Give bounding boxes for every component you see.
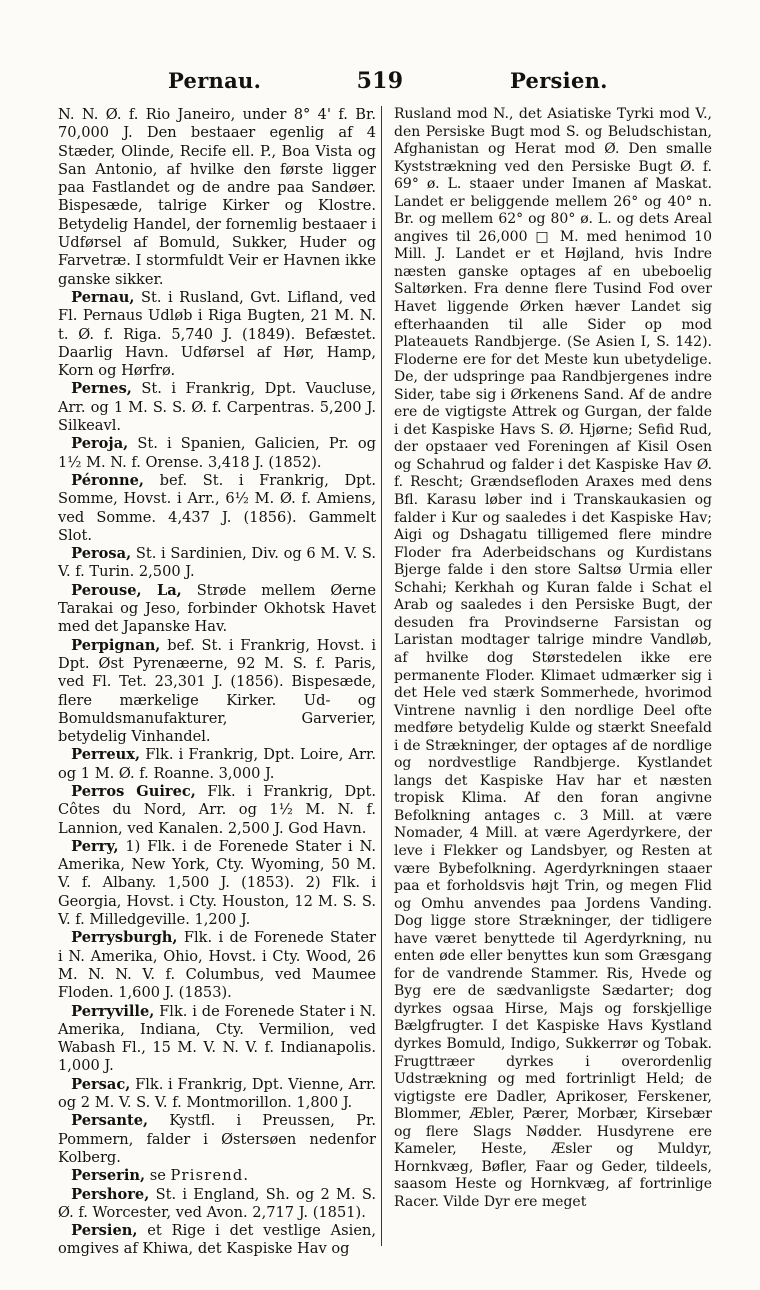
entry-text: N. N. Ø. f. Rio Janeiro, under 8° 4' f. Br. 70,000 J. Den bestaaer egenlig af 4 Stæder, Olinde, Recife ell. P., Boa Vista og San Antonio, af hvilke den første ligger paa Fastlandet og de andre paa Sandøer. Bispesæde, talrige Kirker og Klostre. Betydelig Handel, der fornemlig bestaaer i Udførsel af Bomuld, Sukker, Huder og Farvetræ. I stormfuldt Veir er Havnen ikke ganske sikker. [58, 106, 376, 288]
dictionary-entry [58, 1186, 376, 1223]
dictionary-entry [58, 1222, 376, 1259]
entry-text: Strøde mellem Øerne Tarakai og Jeso, forbinder Okhotsk Havet med det Japanske Hav. [58, 581, 377, 636]
entry-headword: Perreux, [71, 746, 141, 764]
dictionary-entry [58, 1003, 376, 1076]
entry-text: Flk. i Frankrig, Dpt. Loire, Arr. og 1 M. Ø. f. Roanne. 3,000 J. [58, 746, 377, 782]
entry-headword: Perros Guirec, [71, 782, 196, 800]
entry-headword: Perpignan, [71, 636, 161, 654]
page-number: 519 [356, 68, 404, 94]
left-column [58, 106, 376, 1259]
entry-headword: Persante, [71, 1112, 149, 1130]
dictionary-entry [58, 746, 376, 783]
entry-text: bef. St. i Frankrig, Hovst. i Dpt. Øst Pyrenæerne, 92 M. S. f. Paris, ved Fl. Tet. 23,301 J. (1856). Bispesæde, flere mærkelige Kirker. Ud- og Bomuldsmanufakturer, Garverier, betydelig Vinhandel. [58, 636, 376, 746]
dictionary-entry [58, 380, 376, 435]
running-head-left: Pernau. [168, 68, 262, 93]
entry-headword: Persac, [71, 1075, 131, 1093]
dictionary-entry [58, 1076, 376, 1113]
entry-continuation [394, 106, 712, 1211]
entry-headword: Persien, [71, 1222, 138, 1240]
entry-text: Flk. i de Forenede Stater i N. Amerika, Indiana, Cty. Vermilion, ved Wabash Fl., 15 M. V. N. V. f. Indianapolis. 1,000 J. [58, 1002, 377, 1075]
entry-headword: Pernes, [71, 380, 132, 398]
dictionary-entry [58, 435, 376, 472]
dictionary-entry [58, 637, 376, 747]
cross-reference: Prisrend. [170, 1167, 250, 1185]
column-divider [381, 106, 382, 1246]
entry-continuation [58, 106, 376, 289]
entry-headword: Peroja, [71, 435, 129, 453]
entry-text: St. i England, Sh. og 2 M. S. Ø. f. Worcester, ved Avon. 2,717 J. (1851). [58, 1185, 376, 1221]
entry-text: St. i Rusland, Gvt. Lifland, ved Fl. Pernaus Udløb i Riga Bugten, 21 M. N. t. Ø. f. Riga. 5,740 J. (1849). Befæstet. Daarlig Havn. Udførsel af Hør, Hamp, Korn og Hørfrø. [58, 288, 377, 380]
entry-headword: Perrysburgh, [71, 929, 178, 947]
entry-headword: Pershore, [71, 1185, 150, 1203]
dictionary-entry [58, 1112, 376, 1167]
entry-text: se [149, 1167, 166, 1185]
entry-text: Rusland mod N., det Asiatiske Tyrki mod V., den Persiske Bugt mod S. og Beludschistan, Afghanistan og Herat mod Ø. Den smalle Kyststrækning ved den Persiske Bugt Ø. f. 69° ø. L. staaer under Imanen af Maskat. Landet er beliggende mellem 26° og 40° n. Br. og mellem 62° og 80° ø. L. og dets Areal angives til 26,000 □ M. med henimod 10 Mill. J. Landet er et Højland, hvis Indre næsten ganske optages af en ubeboelig Saltørken. Fra denne flere Tusind Fod over Havet liggende Ørken hæver Landet sig efterhaanden til alle Sider op mod Plateauets Randbjerge. (Se Asien I, S. 142). Floderne ere for det Meste kun ubetydelige. De, der udspringe paa Randbjergenes indre Sider, tabe sig i Ørkenens Sand. Af de andre ere de vigtigste Attrek og Gurgan, der falde i det Kaspiske Havs S. Ø. Hjørne; Sefid Rud, der opstaaer ved Foreningen af Kisil Osen og Schahrud og falder i det Kaspiske Hav Ø. f. Rescht; Grændsefloden Araxes med dens Bfl. Karasu løber ind i Transkaukasien og falder i Kur og saaledes i det Kaspiske Hav; Aigi og Dshagatu tilligemed flere mindre Floder fra Aderbeidschans og Kurdistans Bjerge falde i den store Saltsø Urmia eller Schahi; Kerkhah og Kuran falde i Schat el Arab og saaledes i den Persiske Bugt, der desuden fra Provindserne Farsistan og Laristan modtager talrige mindre Vandløb, af hvilke dog Størstedelen ikke ere permanente Floder. Klimaet udmærker sig i det Hele ved stærk Sommerhede, hvorimod Vintrene navnlig i den nordlige Deel ofte medføre betydelig Kulde og stærkt Sneefald i de Strækninger, der optages af de nordlige og nordvestlige Randbjerge. Kystlandet langs det Kaspiske Hav har et næsten tropisk Klima. Af den foran angivne Befolkning antages c. 3 Mill. at være Nomader, 4 Mill. at være Agerdyrkere, der leve i Flekker og Landsbyer, og Resten at være Bybefolkning. Agerdyrkningen staaer paa et forholdsvis højt Trin, og megen Flid og Omhu anvendes paa Jordens Vanding. Dog ligge store Strækninger, der tidligere have været benyttede til Agerdyrkning, nu enten øde eller benyttes kun som Græsgang for de vandrende Stammer. Ris, Hvede og Byg ere de sædvanligste Sædarter; dog dyrkes ogsaa Hirse, Majs og forskjellige Bælgfrugter. I det Kaspiske Havs Kystland dyrkes Bomuld, Indigo, Sukkerrør og Tobak. Frugttræer dyrkes i overordenlig Udstrækning og med fortrinligt Held; de vigtigste ere Dadler, Aprikoser, Ferskener, Blommer, Æbler, Pærer, Morbær, Kirsebær og flere Slags Nødder. Husdyrene ere Kameler, Heste, Æsler og Muldyr, Hornkvæg, Bøfler, Faar og Geder, tildeels, saasom Heste og Hornkvæg, af fortrinlige Racer. Vilde Dyr ere meget [394, 106, 712, 1210]
dictionary-entry [58, 472, 376, 545]
entry-text: Flk. i de Forenede Stater i N. Amerika, Ohio, Hovst. i Cty. Wood, 26 M. N. N. V. f. Columbus, ved Maumee Floden. 1,600 J. (1853). [58, 929, 377, 1002]
running-head-right: Persien. [510, 68, 608, 93]
dictionary-entry [58, 838, 376, 929]
entry-text: Kystfl. i Preussen, Pr. Pommern, falder i Østersøen nedenfor Kolberg. [58, 1112, 376, 1166]
entry-text: St. i Sardinien, Div. og 6 M. V. S. V. f. Turin. 2,500 J. [58, 545, 376, 581]
right-column [394, 106, 712, 1211]
entry-headword: Perosa, [71, 545, 132, 563]
entry-text: et Rige i det vestlige Asien, omgives af Khiwa, det Kaspiske Hav og [58, 1222, 377, 1258]
entry-headword: Perry, [71, 837, 119, 855]
dictionary-entry [58, 582, 376, 637]
entry-text: St. i Spanien, Galicien, Pr. og 1½ M. N. f. Orense. 3,418 J. (1852). [58, 435, 376, 471]
entry-headword: Perryville, [71, 1002, 155, 1020]
entry-text: 1) Flk. i de Forenede Stater i N. Amerika, New York, Cty. Wyoming, 50 M. V. f. Albany. 1,500 J. (1853). 2) Flk. i Georgia, Hovst. i Cty. Houston, 12 M. S. S. V. f. Milledgeville. 1,200 J. [58, 837, 377, 929]
entry-text: bef. St. i Frankrig, Dpt. Somme, Hovst. i Arr., 6½ M. Ø. f. Amiens, ved Somme. 4,437 J. (1856). Gammelt Slot. [58, 471, 376, 544]
dictionary-entry [58, 929, 376, 1002]
entry-text: Flk. i Frankrig, Dpt. Vienne, Arr. og 2 M. V. S. V. f. Montmorillon. 1,800 J. [58, 1075, 377, 1112]
entry-headword: Perouse, La, [71, 581, 182, 599]
dictionary-entry [58, 545, 376, 582]
entry-headword: Pernau, [71, 288, 135, 306]
dictionary-entry [58, 783, 376, 838]
dictionary-entry [58, 1167, 376, 1185]
entry-headword: Péronne, [71, 471, 145, 489]
dictionary-entry [58, 289, 376, 380]
entry-headword: Perserin, [71, 1167, 146, 1185]
entry-text: St. i Frankrig, Dpt. Vaucluse, Arr. og 1 M. S. S. Ø. f. Carpentras. 5,200 J. Silkeavl. [58, 380, 377, 435]
entry-text: Flk. i Frankrig, Dpt. Côtes du Nord, Arr. og 1½ M. N. f. Lannion, ved Kanalen. 2,500 J. God Havn. [58, 782, 377, 837]
